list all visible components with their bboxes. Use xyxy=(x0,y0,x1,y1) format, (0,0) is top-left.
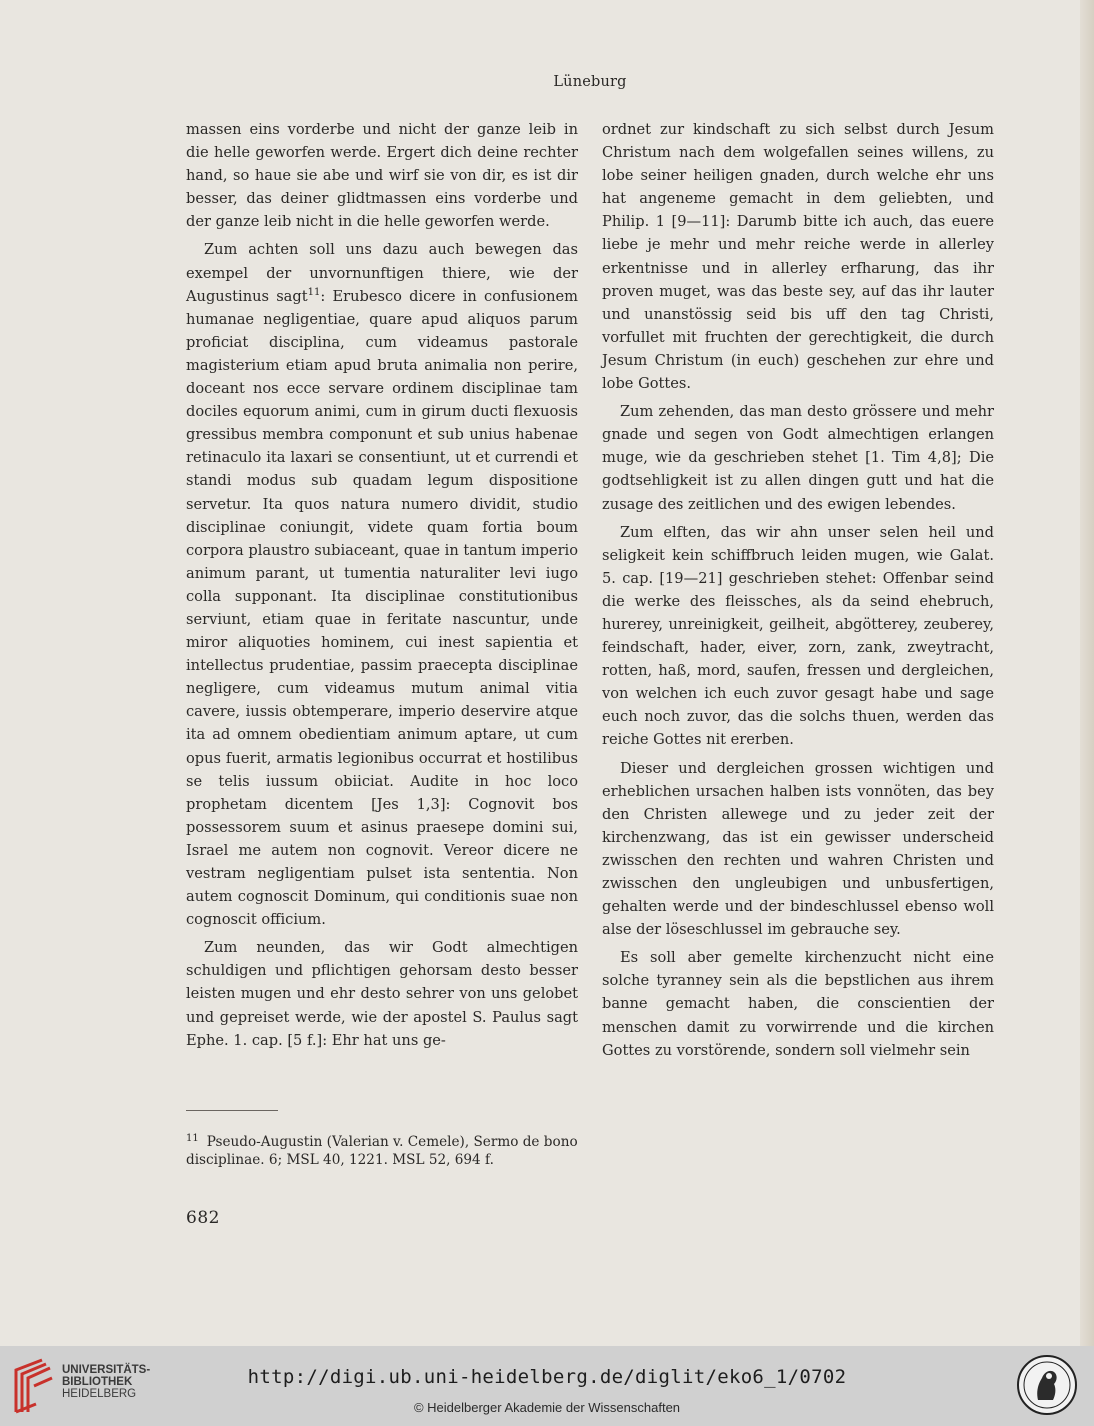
paragraph: Zum neunden, das wir Godt almechtigen schuldigen und pflichtigen gehorsam desto besser leisten mugen und ehr desto sehrer von uns gelobet und gepreiset werde, wie der apostel S. Paulus sagt Ephe. 1. cap. [5 f.]: Ehr hat uns ge- xyxy=(186,939,578,1049)
footnote-number: 11 xyxy=(186,1133,199,1144)
digitization-footer xyxy=(0,1346,1094,1426)
footnote xyxy=(186,1130,578,1169)
footnote-text: Pseudo-Augustin (Valerian v. Cemele), Sermo de bono disciplinae. 6; MSL 40, 1221. MSL 52, 694 f. xyxy=(186,1134,578,1168)
paragraph: Zum zehenden, das man desto grössere und mehr gnade und segen von Godt almechtigen erlangen muge, wie da geschrieben stehet [1. Tim 4,8]; Die godtsehligkeit ist zu allen dingen gutt und hat die zusage des zeitlichen und des ewigen lebendes. xyxy=(602,403,994,513)
page-edge xyxy=(1080,0,1094,1346)
paragraph-text: Zum achten soll uns dazu auch bewegen das exempel der unvornunftigen thiere, wie der Augustinus sagt xyxy=(186,241,578,305)
footnote-reference[interactable]: 11 xyxy=(307,286,321,298)
paragraph: Zum elften, das wir ahn unser selen heil und seligkeit kein schiffbruch leiden mugen, wie Galat. 5. cap. [19—21] geschrieben stehet: Offenbar seind die werke des fleissches, als da seind ehebruch, hurerey, unreinigkeit, geilheit, abgötterey, zeuberey, feindschaft, hader, eiver, zorn, zank, zweytracht, rotten, haß, mord, saufen, fressen und dergleichen, von welchen ich euch zuvor gesagt habe und sage euch noch zuvor, das die solchs thuen, werden das reiche Gottes nit ererben. xyxy=(602,523,994,749)
left-column xyxy=(186,118,578,1057)
library-name-line: HEIDELBERG xyxy=(62,1388,137,1400)
copyright-notice: © Heidelberger Akademie der Wissenschaften xyxy=(413,1400,681,1415)
paragraph: ordnet zur kindschaft zu sich selbst durch Jesum Christum nach dem wolgefallen seines willens, zu lobe seiner heiligen gnaden, durch welche ehr uns hat angeneme gemacht in dem geliebten, und Philip. 1 [9—11]: Darumb bitte ich auch, das euere liebe je mehr und mehr reiche werde in allerley erkentnisse und in allerley erfharung, das ihr proven muget, was das beste sey, auf das ihr lauter und unanstössig seid bis uff den tag Christi, vorfullet mit fruchten der gerechtigkeit, die durch Jesum Christum (in euch) geschehen zur ehre und lobe Gottes. xyxy=(602,121,994,393)
paragraph: Dieser und dergleichen grossen wichtigen und erheblichen ursachen halben ists vonnöten, das bey den Christen allewege und zu jeder zeit der kirchenzwang, das ist ein gewisser underscheid zwisschen den rechten und wahren Christen und zwisschen den ungleubigen und unbusfertigen, gehalten werde und der bindeschlussel ebenso woll alse der löseschlussel im gebrauche sey. xyxy=(602,759,994,939)
paragraph: massen eins vorderbe und nicht der ganze leib in die helle geworfen werde. Ergert dich deine rechter hand, so haue sie abe und wirf sie von dir, es ist dir besser, das deiner glidtmassen eins vorderbe und der ganze leib nicht in die helle geworfen werde. xyxy=(186,121,578,231)
paragraph-text: : Erubesco dicere in confusionem humanae negligentiae, quare apud aliquos parum proficiat disciplina, cum videamus pastorale magisterium etiam apud bruta animalia non perire, doceant nos ecce servare ordinem disciplinae tam dociles equorum animi, cum in girum ducti flexuosis gressibus membra componunt et sub unius habenae retinaculo ita laxari se consentiunt, ut et currendi et standi modus sub quadam legum dispositione servetur. Ita quos natura numero dividit, studio disciplinae coniungit, videte quam fortia boum corpora plaustro subiaceant, quae in tantum imperio animum parant, ut tumentia naturaliter levi iugo colla supponant. Ita disciplinae constitutionibus serviunt, etiam quae in feritate nascuntur, unde miror aliquoties hominem, cui inest sapientia et intellectus prudentiae, passim praecepta disciplinae negligere, cum videamus mutum animal vitia cavere, iussis obtemperare, imperio deservire atque ita ad omnem obedientiam animum aptare, ut cum opus fuerit, armatis legionibus occurrat et hostilibus se telis iussum obiiciat. Audite in hoc loco prophetam dicentem [Jes 1,3]: Cognovit bos possessorem suum et asinus praesepe domini sui, Israel me autem non cognovit. Vereor dicere ne vestram negligentiam pulset ista sententia. Non autem cognoscit Dominum, qui conditionis suae non cognoscit officium. xyxy=(186,287,578,929)
library-name-line: UNIVERSITÄTS- xyxy=(62,1364,151,1376)
academy-seal-icon xyxy=(1016,1354,1078,1416)
footnote-divider xyxy=(186,1110,278,1111)
permalink-url[interactable]: http://digi.ub.uni-heidelberg.de/diglit/eko6_1/0702 xyxy=(247,1366,847,1388)
right-column xyxy=(602,118,994,1067)
library-name-line: BIBLIOTHEK xyxy=(62,1376,133,1388)
paragraph: Es soll aber gemelte kirchenzucht nicht eine solche tyranney sein als die bepstlichen aus ihrem banne gemacht haben, die conscientien der menschen damit zu vorwirrende und die kirchen Gottes zu vorstörende, sondern soll vielmehr sein xyxy=(602,949,994,1059)
running-title: Lüneburg xyxy=(553,74,627,90)
page-number: 682 xyxy=(186,1208,220,1228)
paragraph-with-note xyxy=(186,238,578,931)
